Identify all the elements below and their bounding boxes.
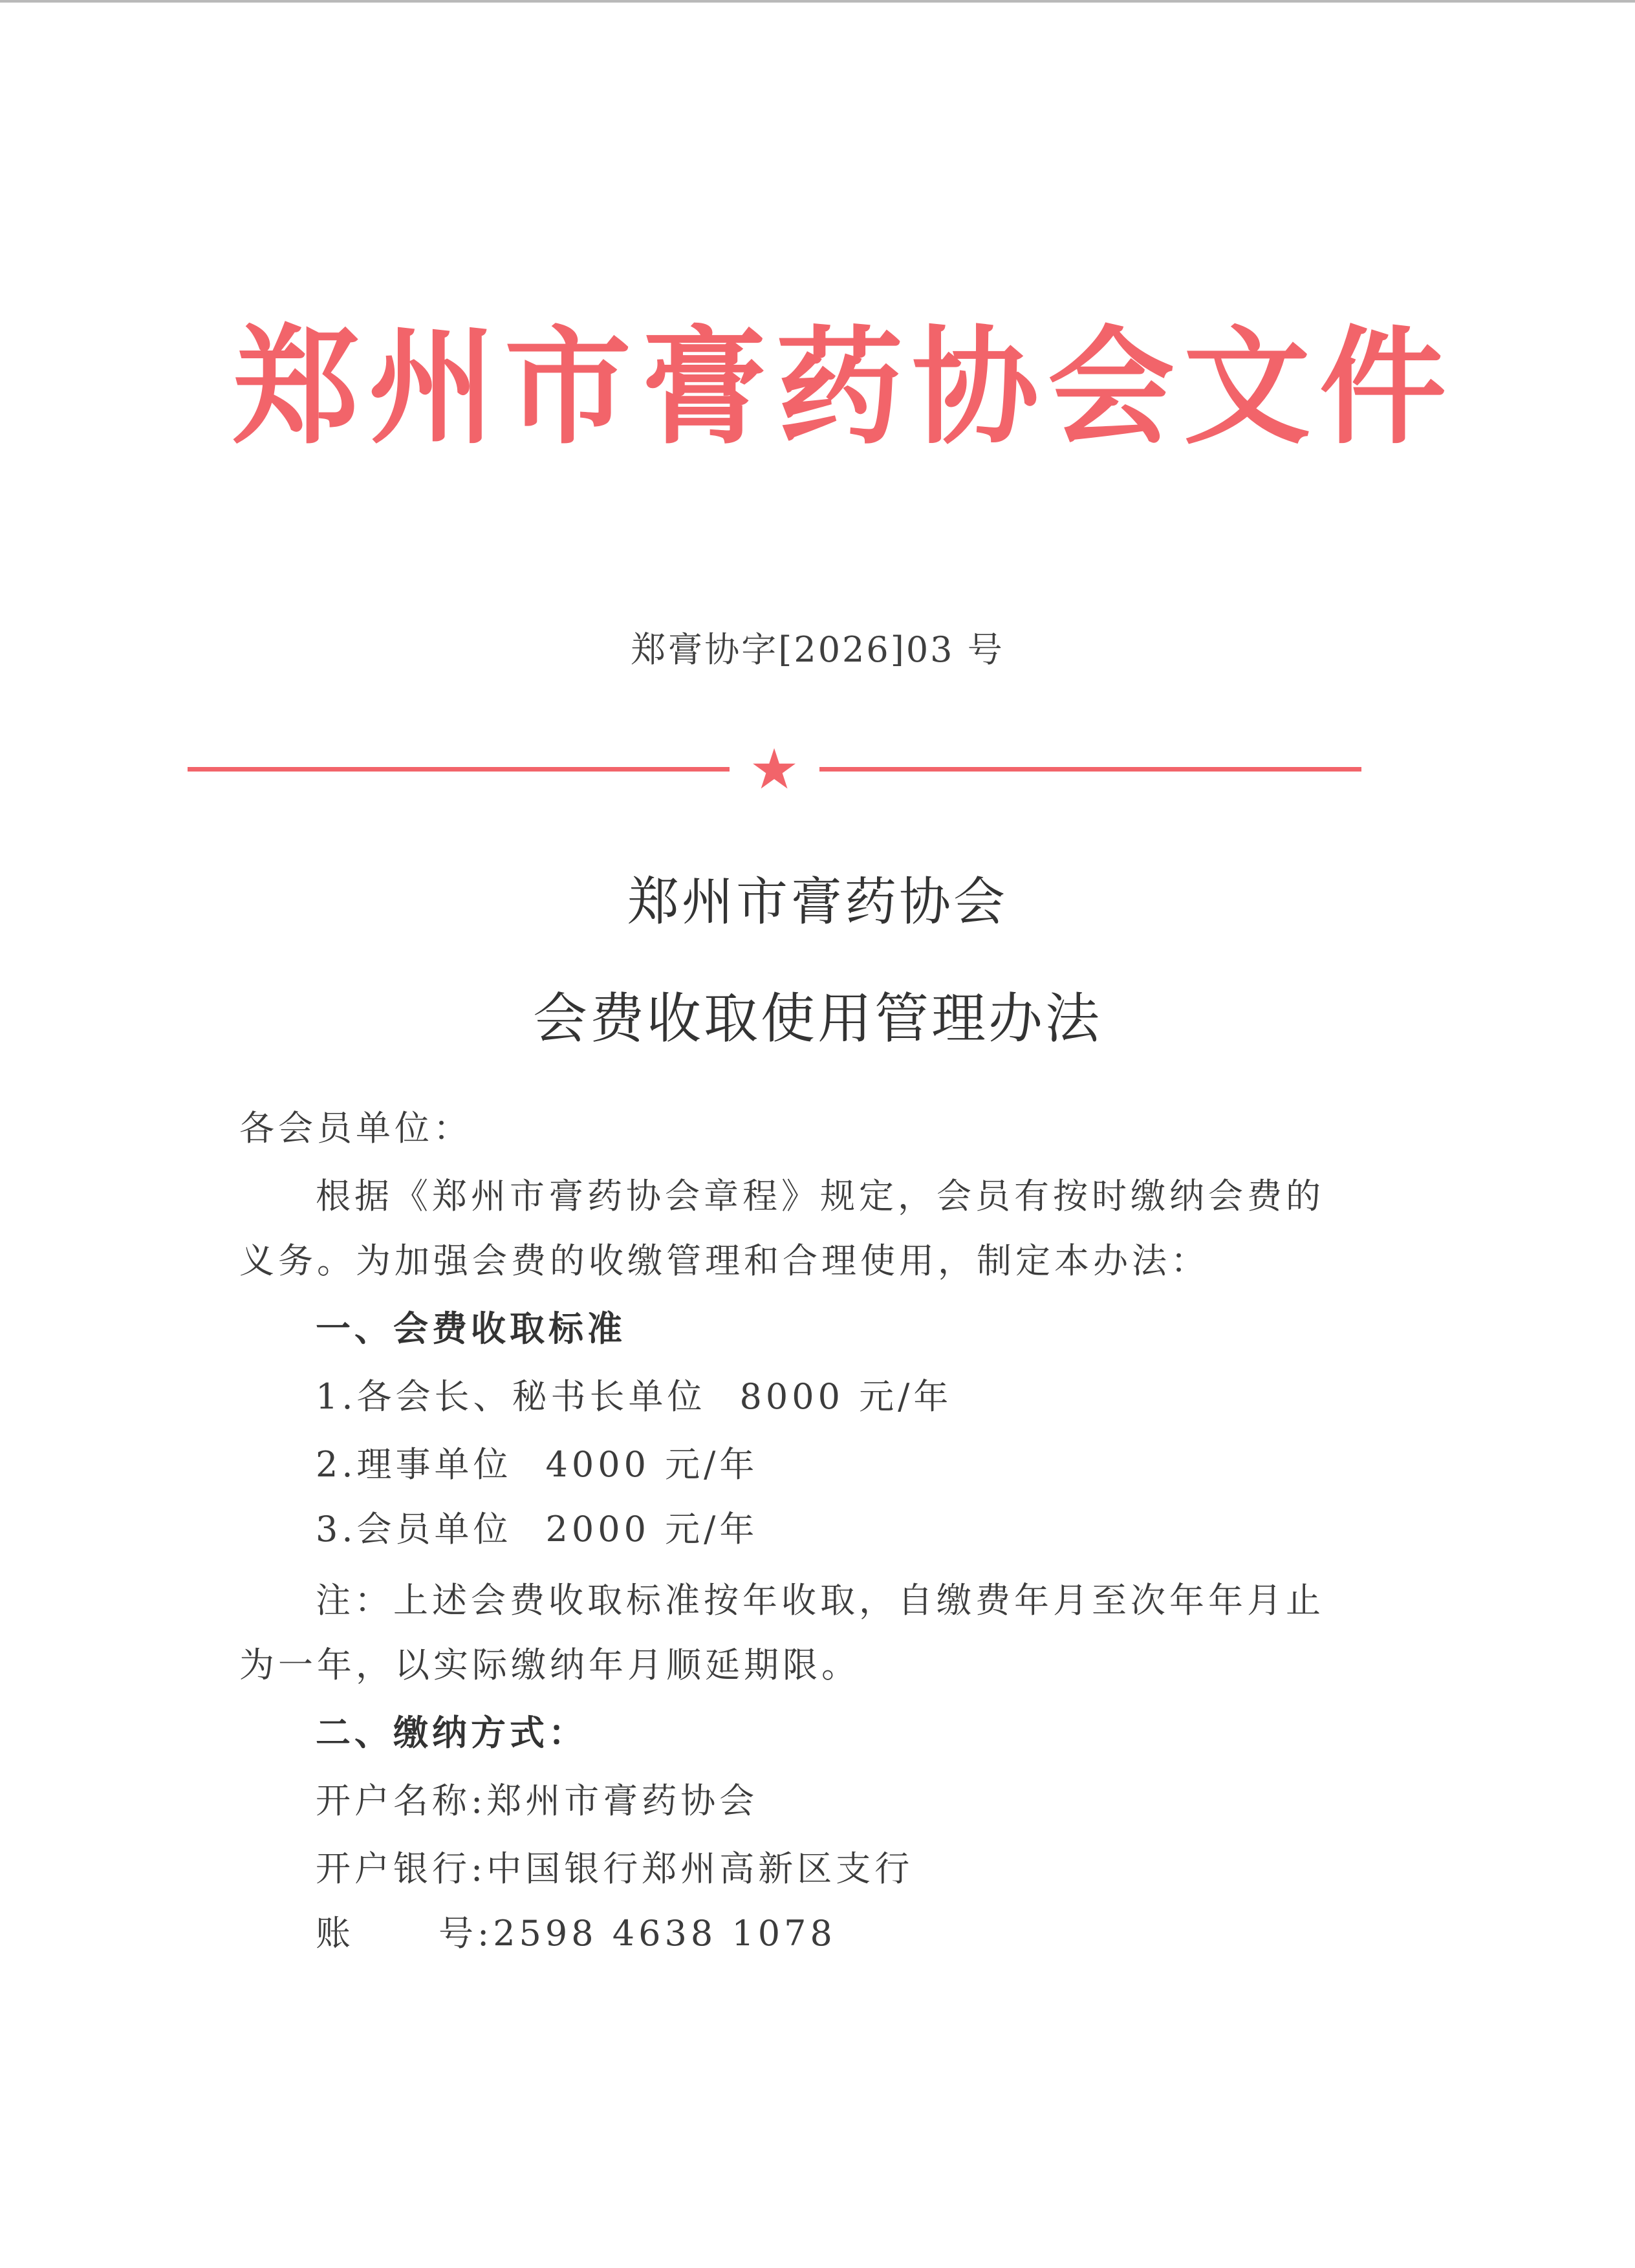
section-heading-fee-standard: 一、会费收取标准 [316, 1308, 626, 1349]
bank-name: 开户银行:中国银行郑州高新区支行 [316, 1848, 914, 1889]
intro-line-2: 义务。为加强会费的收缴管理和合理使用，制定本办法： [239, 1240, 1209, 1281]
fee-row [316, 1500, 758, 1559]
fee-amount: 4000 元/年 [545, 1444, 759, 1485]
fee-row [316, 1368, 952, 1426]
fee-amount: 2000 元/年 [545, 1509, 759, 1550]
fee-label: 1.各会长、秘书长单位 [316, 1376, 706, 1417]
red-divider [188, 737, 1361, 802]
intro-line-1: 根据《郑州市膏药协会章程》规定，会员有按时缴纳会费的 [316, 1176, 1325, 1216]
account-number-row [316, 1905, 836, 1963]
document-title-line2: 会费收取使用管理办法 [532, 987, 1102, 1050]
fee-label: 3.会员单位 [316, 1509, 512, 1550]
star-icon: ★ [749, 737, 799, 802]
divider-line-right [819, 767, 1361, 772]
fee-label: 2.理事单位 [316, 1444, 512, 1485]
document-title-line1: 郑州市膏药协会 [627, 872, 1008, 932]
note-line-2: 为一年，以实际缴纳年月顺延期限。 [239, 1645, 860, 1685]
fee-amount: 8000 元/年 [739, 1376, 953, 1417]
divider-line-left [188, 767, 730, 772]
account-number: 号:2598 4638 1078 [439, 1913, 836, 1954]
fee-row [316, 1436, 758, 1494]
salutation: 各会员单位： [239, 1108, 472, 1149]
note-line-1: 注：上述会费收取标准按年收取，自缴费年月至次年年月止 [316, 1580, 1325, 1621]
section-heading-payment-method: 二、缴纳方式： [316, 1712, 587, 1753]
account-label: 账 [316, 1913, 354, 1954]
org-file-header: 郑州市膏药协会文件 [233, 314, 1456, 462]
page-top-edge [0, 0, 1635, 3]
document-number: 郑膏协字[2026]03 号 [631, 629, 1004, 670]
account-name: 开户名称:郑州市膏药协会 [316, 1780, 759, 1821]
